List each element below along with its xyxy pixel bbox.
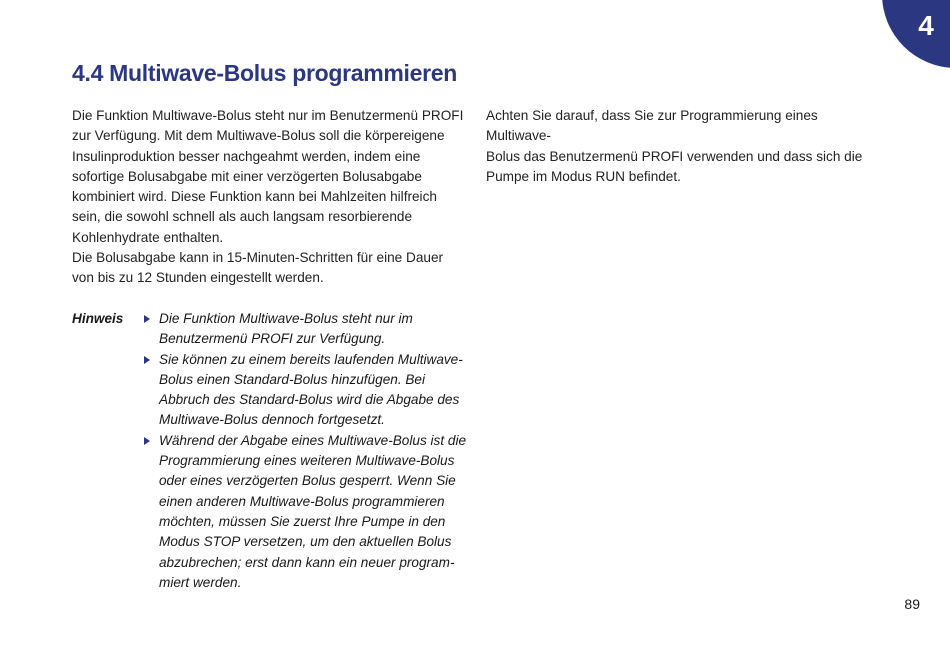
section-title: 4.4 Multiwave-Bolus programmieren (72, 60, 458, 86)
text-line: von bis zu 12 Stunden eingestellt werden. (72, 270, 324, 286)
chapter-number: 4 (918, 10, 934, 41)
text-line: sein, die sowohl schnell als auch langsam resorbierende (72, 209, 413, 225)
right-column (486, 106, 886, 187)
text-line: Die Funktion Multiwave-Bolus steht nur im (159, 311, 413, 326)
text-line: einen anderen Multiwave-Bolus programmieren (159, 493, 445, 509)
text-line: Multiwave-Bolus dennoch fortgesetzt. (159, 412, 385, 428)
triangle-right-bullet-icon (144, 356, 150, 364)
text-line: Sie können zu einem bereits laufenden Multiwave- (159, 351, 463, 367)
page-number: 89 (904, 596, 920, 612)
text-line: Bolus einen Standard-Bolus hinzufügen. Bei (159, 371, 426, 387)
hint-label: Hinweis (72, 311, 124, 326)
text-line: sofortige Bolusabgabe mit einer verzögerten Bolusabgabe (72, 168, 422, 184)
text-line: zur Verfügung. Mit dem Multiwave-Bolus soll die körpereigene (72, 128, 445, 144)
text-line: Modus STOP versetzen, um den aktuellen Bolus (159, 534, 452, 550)
requirements-paragraph (486, 106, 886, 187)
text-line: Achten Sie darauf, dass Sie zur Programmierung eines Multiwave- (486, 108, 818, 144)
text-line: Die Bolusabgabe kann in 15-Minuten-Schritten für eine Dauer (72, 250, 444, 266)
text-line: Die Funktion Multiwave-Bolus steht nur im Benutzermenü PROFI (72, 108, 464, 123)
text-line: Insulinproduktion besser nachgeahmt werden, indem eine (72, 148, 421, 164)
text-line: möchten, müssen Sie zuerst Ihre Pumpe in den (159, 513, 446, 529)
hint-item (142, 431, 472, 593)
text-line: abzubrechen; erst dann kann ein neuer program- (159, 554, 455, 570)
hint-list (142, 309, 472, 593)
text-line: Bolus das Benutzermenü PROFI verwenden und dass sich die (486, 148, 863, 164)
text-line: Programmierung eines weiteren Multiwave-Bolus (159, 453, 455, 469)
intro-paragraph (72, 106, 472, 248)
text-line: Pumpe im Modus RUN befindet. (486, 168, 681, 184)
text-line: oder eines verzögerten Bolus gesperrt. Wenn Sie (159, 473, 456, 489)
duration-paragraph (72, 248, 472, 289)
text-line: Benutzermenü PROFI zur Verfügung. (159, 331, 386, 347)
hint-item (142, 350, 472, 431)
text-line: Abbruch des Standard-Bolus wird die Abgabe des (159, 392, 460, 408)
text-line: Kohlenhydrate enthalten. (72, 229, 224, 245)
text-line: kombiniert wird. Diese Funktion kann bei Mahlzeiten hilfreich (72, 189, 437, 205)
triangle-right-bullet-icon (144, 437, 150, 445)
text-line: miert werden. (159, 574, 242, 590)
text-line: Während der Abgabe eines Multiwave-Bolus ist die (159, 432, 467, 448)
left-column (72, 106, 472, 289)
hint-item (142, 309, 472, 350)
triangle-right-bullet-icon (144, 315, 150, 323)
